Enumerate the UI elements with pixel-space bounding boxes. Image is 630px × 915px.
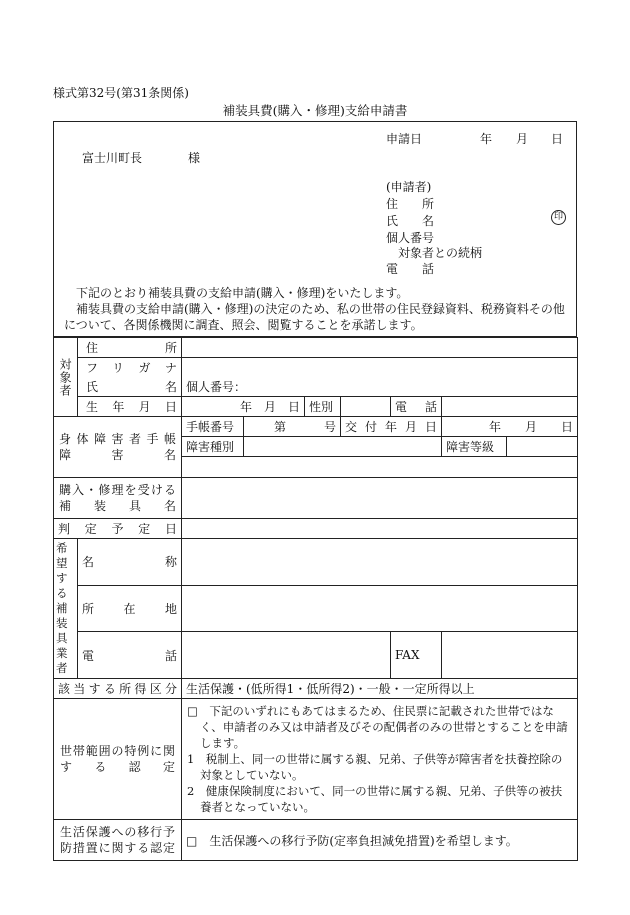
dob-field[interactable]: 年 月 日 bbox=[182, 397, 305, 417]
disability-extra-field[interactable] bbox=[182, 457, 578, 478]
date-day: 日 bbox=[551, 132, 564, 146]
household-special-field[interactable] bbox=[182, 699, 578, 820]
disability-type-field[interactable] bbox=[244, 437, 442, 457]
vendor-location-field[interactable] bbox=[182, 585, 578, 632]
consent-paragraph-1: 下記のとおり補装具費の支給申請(購入・修理)をいたします。 bbox=[76, 286, 409, 300]
date-month: 月 bbox=[516, 132, 529, 146]
subject-label: 対象者 bbox=[54, 338, 78, 417]
applicant-label: (申請者) bbox=[386, 180, 432, 194]
handbook-label bbox=[54, 417, 182, 478]
furigana-field[interactable] bbox=[182, 358, 578, 378]
sex-field[interactable] bbox=[341, 397, 391, 417]
device-name-line1: 購入・修理を受ける bbox=[59, 483, 176, 497]
vendor-location-label: 所在地 bbox=[78, 585, 182, 632]
vendor-name-label: 名称 bbox=[78, 539, 182, 586]
handbook-number-label: 手帳番号 bbox=[182, 417, 244, 437]
handbook-number-field[interactable] bbox=[244, 417, 341, 437]
subject-phone-field[interactable] bbox=[442, 397, 578, 417]
honorific: 様 bbox=[188, 151, 201, 165]
income-category-options[interactable]: 生活保護・(低所得1・低所得2)・一般・一定所得以上 bbox=[182, 679, 578, 699]
income-category-label: 該当する所得区分 bbox=[54, 679, 182, 699]
device-name-line2: 補装具名 bbox=[59, 499, 176, 513]
disability-grade-label: 障害等級 bbox=[442, 437, 507, 457]
seal-mark: 印 bbox=[551, 210, 566, 225]
furigana-label: フリガナ bbox=[78, 358, 182, 378]
consent-paragraph-2: 補装具費の支給申請(購入・修理)の決定のため、私の世帯の住民登録資料、税務資料その他について、各関係機関に調査、照会、閲覧することを承諾します。 bbox=[64, 302, 565, 332]
handbook-label-line2: 障害名 bbox=[59, 448, 176, 462]
household-special-item-1: 1 税制上、同一の世帯に属する親、兄弟、子供等が障害者を扶養控除の対象としていない。 bbox=[187, 752, 563, 782]
handbook-label-line1: 身体障害者手帳 bbox=[59, 432, 176, 446]
handbook-number-go: 号 bbox=[323, 420, 336, 434]
subject-name-label: 氏名 bbox=[78, 377, 182, 397]
applicant-name-label: 氏 名 bbox=[386, 214, 435, 228]
welfare-prevention-checkbox[interactable]: □ 生活保護への移行予防(定率負担減免措置)を希望します。 bbox=[182, 820, 578, 861]
fax-label: FAX bbox=[391, 632, 442, 679]
subject-address-label: 住所 bbox=[78, 338, 182, 358]
sex-label: 性別 bbox=[305, 397, 341, 417]
issue-date-label: 交付年月日 bbox=[341, 417, 442, 437]
personal-number-label: 個人番号 bbox=[386, 231, 435, 245]
subject-address-field[interactable] bbox=[182, 338, 578, 358]
judgment-date-field[interactable] bbox=[182, 519, 578, 539]
device-name-field[interactable] bbox=[182, 478, 578, 519]
applicant-address-label: 住 所 bbox=[386, 197, 435, 211]
handbook-number-dai: 第 bbox=[273, 420, 286, 434]
personal-number-inline: 個人番号： bbox=[186, 380, 247, 394]
fax-field[interactable] bbox=[442, 632, 578, 679]
vendor-phone-field[interactable] bbox=[182, 632, 391, 679]
dob-label: 生年月日 bbox=[78, 397, 182, 417]
vendor-name-field[interactable] bbox=[182, 539, 578, 586]
application-table bbox=[53, 337, 578, 861]
household-special-checkbox-text: □ 下記のいずれにもあてはまるため、住民票に記載された世帯ではなく、申請者のみ又は申請者及びその配偶者のみの世帯とすることを申請します。 bbox=[187, 704, 568, 750]
subject-name-field[interactable] bbox=[182, 377, 578, 397]
household-special-label: 世帯範囲の特例に関する認定 bbox=[54, 699, 182, 820]
welfare-prevention-label: 生活保護への移行予防措置に関する認定 bbox=[54, 820, 182, 861]
vendor-phone-label: 電話 bbox=[78, 632, 182, 679]
applicant-phone-label: 電 話 bbox=[386, 262, 435, 276]
household-special-item-2: 2 健康保険制度において、同一の世帯に属する親、兄弟、子供等の被扶養者となっていない。 bbox=[187, 784, 563, 814]
document-title: 補装具費(購入・修理)支給申請書 bbox=[222, 103, 408, 118]
disability-type-label: 障害種別 bbox=[182, 437, 244, 457]
date-year: 年 bbox=[480, 132, 493, 146]
application-header-box bbox=[53, 121, 577, 337]
disability-grade-field[interactable] bbox=[507, 437, 578, 457]
subject-phone-label: 電 話 bbox=[391, 397, 442, 417]
application-date-label: 申請日 bbox=[386, 132, 423, 146]
relation-label: 対象者との続柄 bbox=[398, 246, 483, 260]
issue-date-field[interactable]: 年 月 日 bbox=[442, 417, 578, 437]
vendor-label: 希望する補装具業者 bbox=[54, 539, 78, 679]
addressee: 富士川町長 bbox=[82, 151, 143, 165]
judgment-date-label: 判定予定日 bbox=[54, 519, 182, 539]
device-name-label bbox=[54, 478, 182, 519]
form-number: 様式第32号(第31条関係) bbox=[53, 86, 189, 100]
